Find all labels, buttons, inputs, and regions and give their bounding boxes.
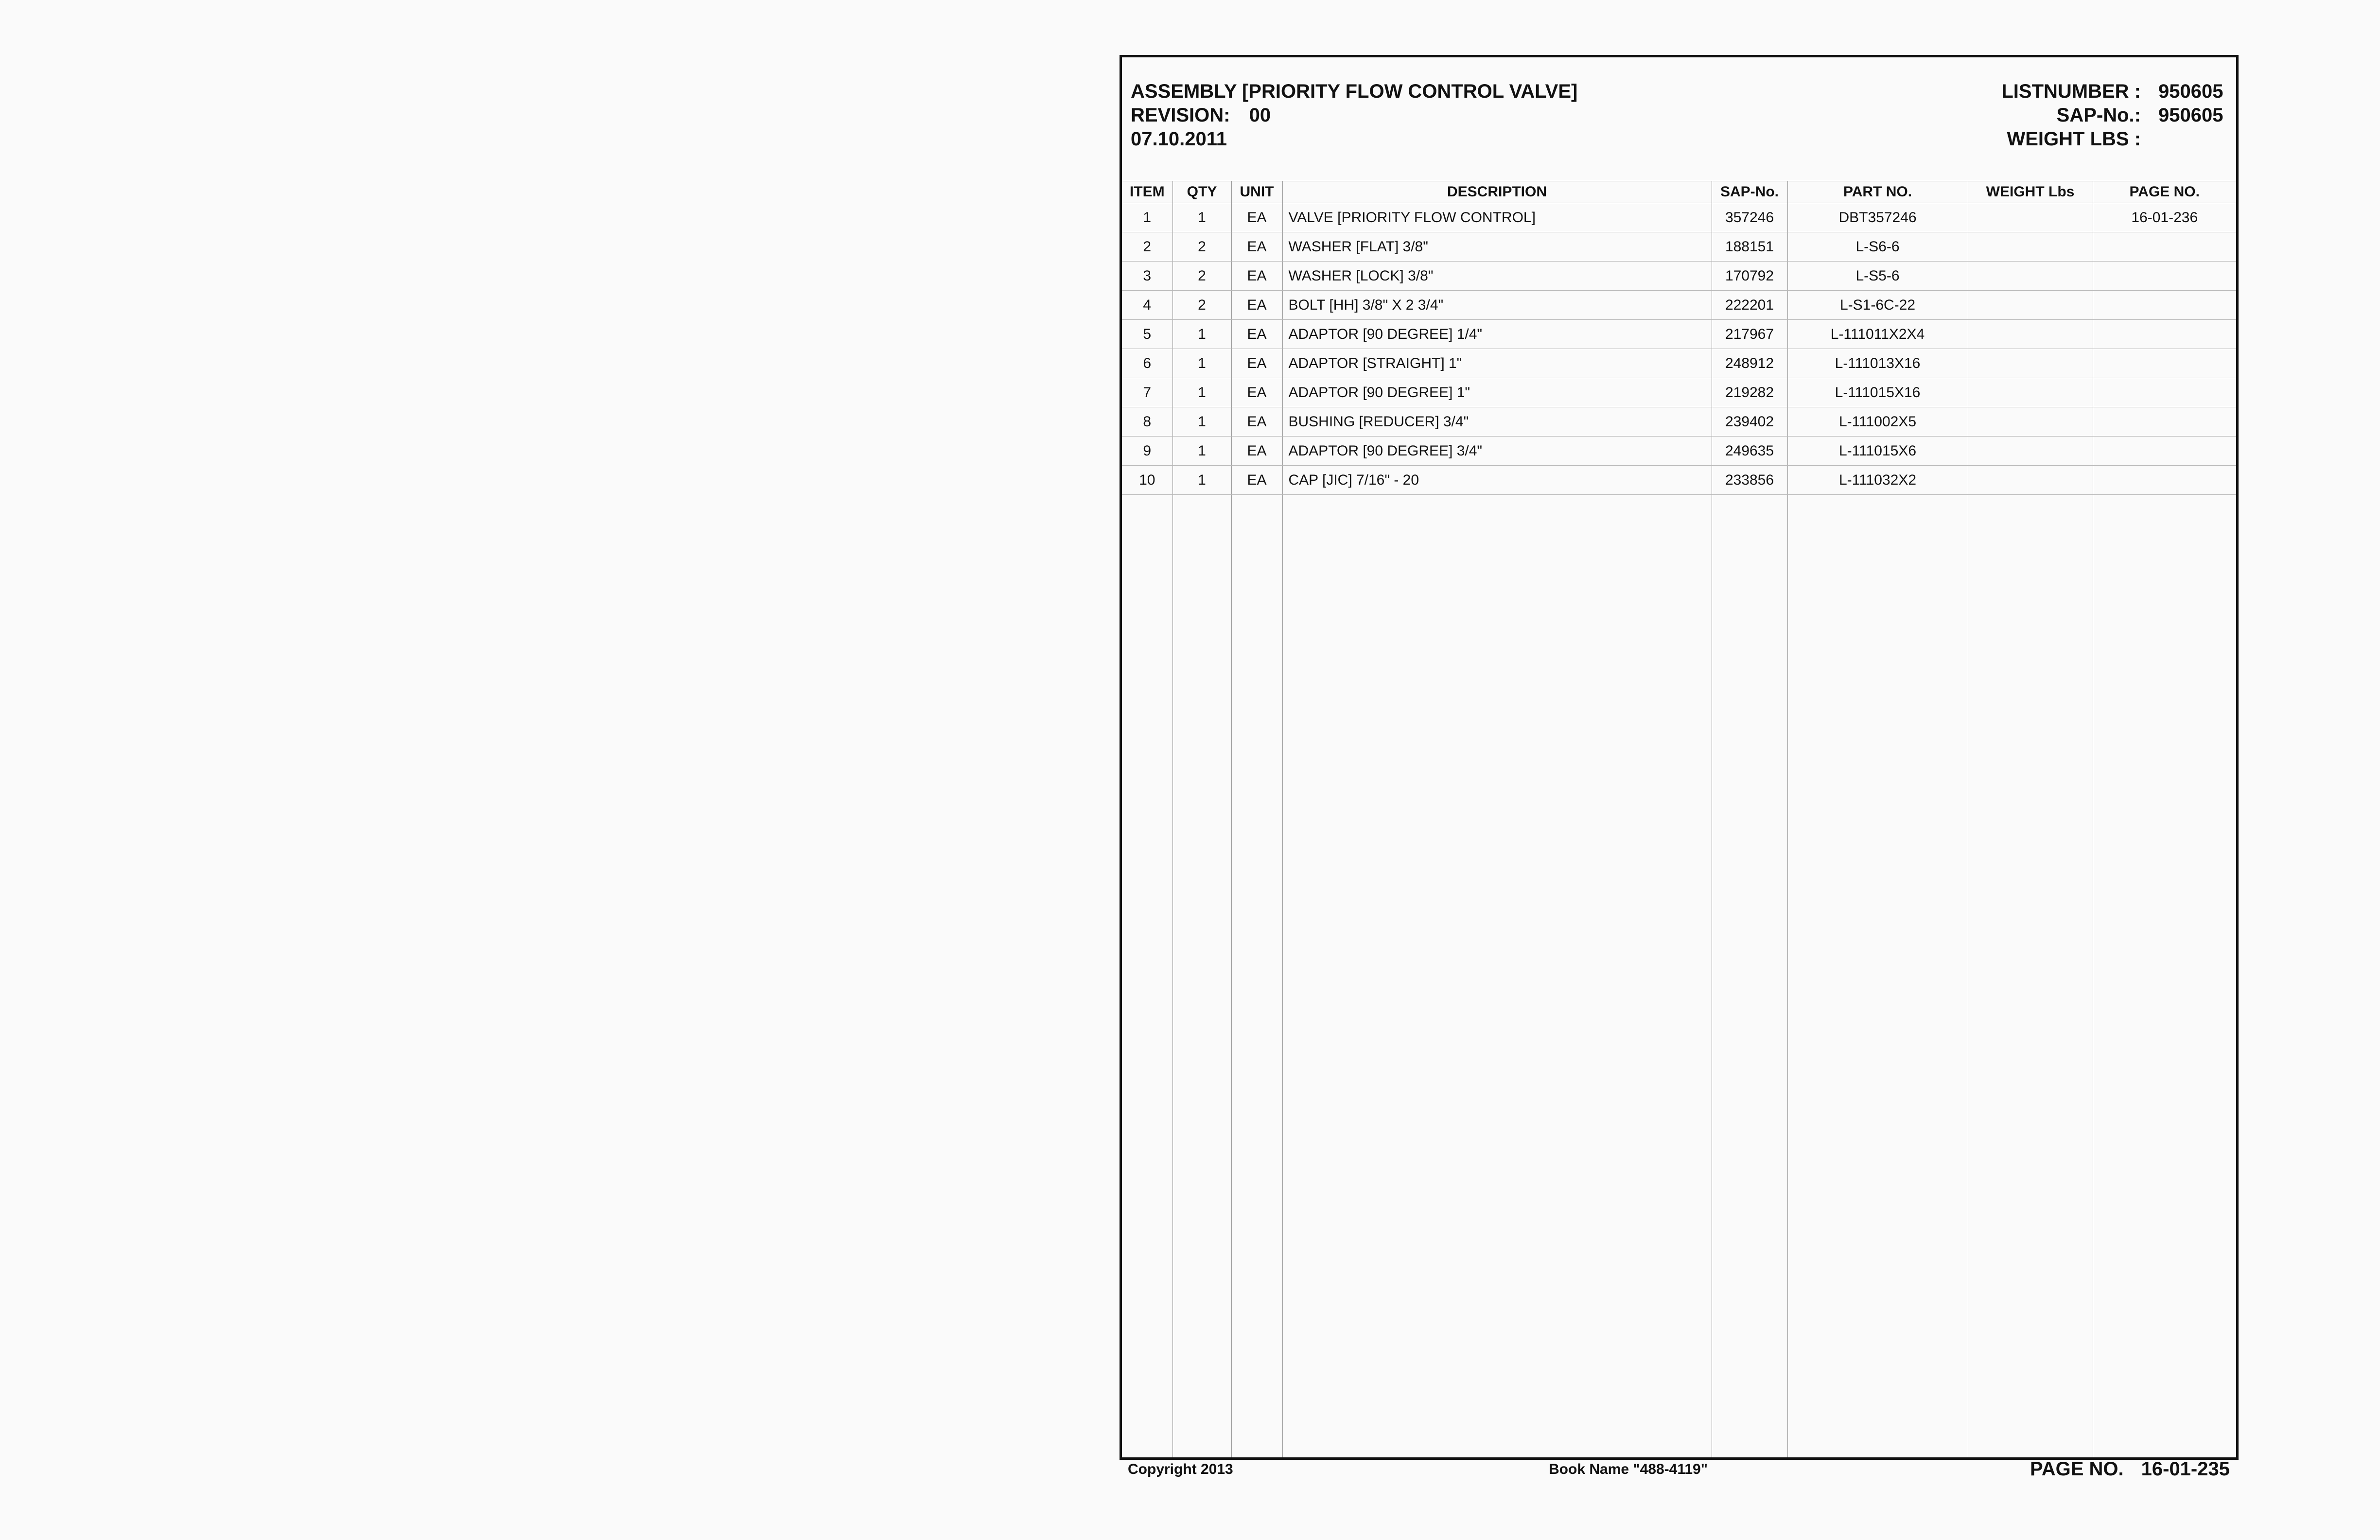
weight-label: WEIGHT LBS :: [2007, 128, 2141, 150]
table-row: [1122, 291, 2236, 320]
cell-part-no: L-111015X16: [1787, 378, 1968, 407]
page-number: [2030, 1458, 2230, 1480]
empty-cell: [1968, 495, 2093, 1458]
cell-unit: EA: [1231, 437, 1282, 466]
column-header-sap-no: SAP-No.: [1712, 181, 1787, 203]
listnumber-value: 950605: [2158, 81, 2223, 102]
cell-qty: 1: [1172, 349, 1231, 378]
cell-description: VALVE [PRIORITY FLOW CONTROL]: [1282, 203, 1712, 232]
cell-part-no: L-S6-6: [1787, 232, 1968, 262]
cell-unit: EA: [1231, 291, 1282, 320]
cell-qty: 1: [1172, 320, 1231, 349]
cell-part-no: L-111011X2X4: [1787, 320, 1968, 349]
empty-cell: [1712, 495, 1787, 1458]
cell-page-no: [2093, 320, 2236, 349]
cell-item: 7: [1122, 378, 1172, 407]
cell-item: 3: [1122, 262, 1172, 291]
cell-part-no: L-111032X2: [1787, 466, 1968, 495]
cell-sap-no: 188151: [1712, 232, 1787, 262]
cell-weight: [1968, 378, 2093, 407]
cell-description: ADAPTOR [90 DEGREE] 1": [1282, 378, 1712, 407]
cell-description: BOLT [HH] 3/8" X 2 3/4": [1282, 291, 1712, 320]
table-row: [1122, 262, 2236, 291]
cell-sap-no: 217967: [1712, 320, 1787, 349]
parts-table: [1122, 181, 2236, 1457]
cell-item: 1: [1122, 203, 1172, 232]
cell-item: 5: [1122, 320, 1172, 349]
revision-label: REVISION:: [1131, 105, 1230, 126]
cell-unit: EA: [1231, 378, 1282, 407]
cell-description: ADAPTOR [90 DEGREE] 3/4": [1282, 437, 1712, 466]
cell-sap-no: 233856: [1712, 466, 1787, 495]
revision-value: 00: [1249, 105, 1271, 126]
column-header-unit: UNIT: [1231, 181, 1282, 203]
parts-list-sheet: [1120, 55, 2239, 1460]
cell-sap-no: 239402: [1712, 407, 1787, 437]
cell-qty: 1: [1172, 407, 1231, 437]
sap-number-label: SAP-No.:: [2056, 105, 2141, 126]
cell-page-no: [2093, 262, 2236, 291]
table-header-row: [1122, 181, 2236, 203]
cell-description: ADAPTOR [STRAIGHT] 1": [1282, 349, 1712, 378]
cell-description: WASHER [LOCK] 3/8": [1282, 262, 1712, 291]
cell-part-no: DBT357246: [1787, 203, 1968, 232]
column-header-page-no: PAGE NO.: [2093, 181, 2236, 203]
cell-qty: 2: [1172, 291, 1231, 320]
cell-item: 2: [1122, 232, 1172, 262]
cell-description: WASHER [FLAT] 3/8": [1282, 232, 1712, 262]
cell-unit: EA: [1231, 320, 1282, 349]
empty-cell: [1282, 495, 1712, 1458]
cell-part-no: L-S1-6C-22: [1787, 291, 1968, 320]
column-header-part-no: PART NO.: [1787, 181, 1968, 203]
sap-number-value: 950605: [2158, 105, 2223, 126]
cell-weight: [1968, 291, 2093, 320]
cell-part-no: L-111015X6: [1787, 437, 1968, 466]
empty-cell: [1172, 495, 1231, 1458]
cell-sap-no: 170792: [1712, 262, 1787, 291]
cell-page-no: [2093, 437, 2236, 466]
page-number-value: 16-01-235: [2141, 1458, 2230, 1480]
cell-qty: 1: [1172, 437, 1231, 466]
table-row: [1122, 378, 2236, 407]
cell-qty: 1: [1172, 466, 1231, 495]
sap-number-line: [2057, 104, 2222, 127]
cell-unit: EA: [1231, 232, 1282, 262]
cell-weight: [1968, 203, 2093, 232]
empty-cell: [1231, 495, 1282, 1458]
cell-sap-no: 357246: [1712, 203, 1787, 232]
cell-page-no: [2093, 378, 2236, 407]
table-row: [1122, 232, 2236, 262]
empty-cell: [1787, 495, 1968, 1458]
listnumber-line: [2001, 80, 2222, 103]
page-number-label: PAGE NO.: [2030, 1458, 2124, 1480]
book-name: Book Name "488-4119": [1549, 1461, 1708, 1477]
table-row: [1122, 466, 2236, 495]
cell-page-no: [2093, 232, 2236, 262]
cell-page-no: [2093, 407, 2236, 437]
table-row: [1122, 407, 2236, 437]
cell-weight: [1968, 262, 2093, 291]
copyright-text: Copyright 2013: [1128, 1461, 1233, 1477]
cell-page-no: [2093, 291, 2236, 320]
cell-description: ADAPTOR [90 DEGREE] 1/4": [1282, 320, 1712, 349]
cell-page-no: [2093, 466, 2236, 495]
cell-sap-no: 219282: [1712, 378, 1787, 407]
empty-cell: [1122, 495, 1172, 1458]
cell-unit: EA: [1231, 203, 1282, 232]
column-header-qty: QTY: [1172, 181, 1231, 203]
date: 07.10.2011: [1131, 128, 1227, 150]
cell-weight: [1968, 320, 2093, 349]
cell-weight: [1968, 437, 2093, 466]
cell-qty: 2: [1172, 232, 1231, 262]
assembly-title: ASSEMBLY [PRIORITY FLOW CONTROL VALVE]: [1131, 81, 1578, 102]
table-empty-space: [1122, 495, 2236, 1458]
cell-unit: EA: [1231, 407, 1282, 437]
cell-item: 9: [1122, 437, 1172, 466]
cell-item: 8: [1122, 407, 1172, 437]
table-row: [1122, 320, 2236, 349]
empty-cell: [2093, 495, 2236, 1458]
cell-qty: 1: [1172, 378, 1231, 407]
cell-page-no: [2093, 349, 2236, 378]
cell-qty: 1: [1172, 203, 1231, 232]
cell-description: BUSHING [REDUCER] 3/4": [1282, 407, 1712, 437]
cell-part-no: L-S5-6: [1787, 262, 1968, 291]
cell-item: 10: [1122, 466, 1172, 495]
cell-part-no: L-111002X5: [1787, 407, 1968, 437]
cell-description: CAP [JIC] 7/16" - 20: [1282, 466, 1712, 495]
table-row: [1122, 203, 2236, 232]
table-row: [1122, 349, 2236, 378]
cell-sap-no: 222201: [1712, 291, 1787, 320]
column-header-item: ITEM: [1122, 181, 1172, 203]
cell-unit: EA: [1231, 349, 1282, 378]
cell-item: 6: [1122, 349, 1172, 378]
cell-weight: [1968, 407, 2093, 437]
cell-sap-no: 248912: [1712, 349, 1787, 378]
cell-page-no[interactable]: 16-01-236: [2093, 203, 2236, 232]
cell-weight: [1968, 349, 2093, 378]
column-header-weight: WEIGHT Lbs: [1968, 181, 2093, 203]
cell-weight: [1968, 232, 2093, 262]
cell-unit: EA: [1231, 262, 1282, 291]
cell-item: 4: [1122, 291, 1172, 320]
revision-line: [1131, 104, 1271, 127]
cell-weight: [1968, 466, 2093, 495]
column-header-description: DESCRIPTION: [1282, 181, 1712, 203]
cell-qty: 2: [1172, 262, 1231, 291]
cell-sap-no: 249635: [1712, 437, 1787, 466]
weight-line: [2007, 127, 2222, 151]
table-row: [1122, 437, 2236, 466]
listnumber-label: LISTNUMBER :: [2001, 81, 2141, 102]
cell-unit: EA: [1231, 466, 1282, 495]
cell-part-no: L-111013X16: [1787, 349, 1968, 378]
